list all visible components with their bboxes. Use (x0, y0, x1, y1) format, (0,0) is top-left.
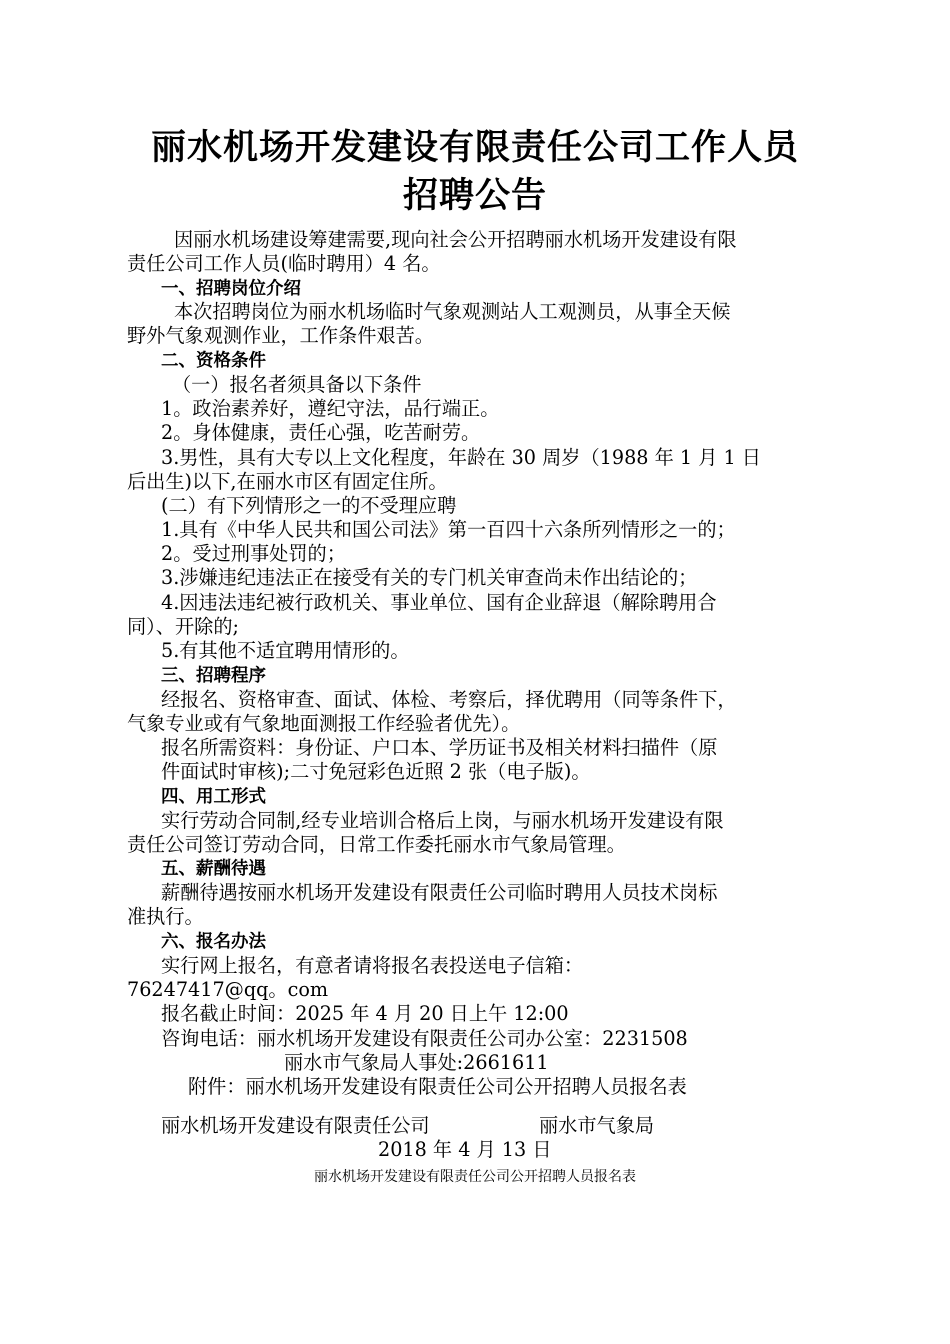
list-item: 5.有其他不适宜聘用情形的。 (161, 639, 410, 662)
attachment-note: 附件：丽水机场开发建设有限责任公司公开招聘人员报名表 (188, 1075, 687, 1098)
section-heading: 六、报名办法 (161, 932, 266, 952)
paragraph-text: 野外气象观测作业，工作条件艰苦。 (127, 324, 434, 347)
paragraph-text: 经报名、资格审查、面试、体检、考察后，择优聘用（同等条件下， (161, 688, 737, 711)
paragraph-text: 件面试时审核);二寸免冠彩色近照 2 张（电子版)。 (161, 760, 591, 783)
paragraph-text: 本次招聘岗位为丽水机场临时气象观测站人工观测员，从事全天候 (174, 300, 731, 323)
deadline-text: 报名截止时间：2025 年 4 月 20 日上午 12:00 (161, 1002, 569, 1025)
paragraph-text: 实行网上报名，有意者请将报名表投送电子信箱： (161, 954, 584, 977)
paragraph-text: 责任公司签订劳动合同，日常工作委托丽水市气象局管理。 (127, 833, 626, 856)
list-item: 4.因违法违纪被行政机关、事业单位、国有企业辞退（解除聘用合 (161, 591, 717, 614)
section-heading: 五、薪酬待遇 (161, 859, 266, 879)
paragraph-text: 薪酬待遇按丽水机场开发建设有限责任公司临时聘用人员技术岗标 (161, 881, 718, 904)
section-heading: 一、招聘岗位介绍 (161, 279, 301, 299)
signature-org: 丽水机场开发建设有限责任公司 (161, 1114, 430, 1137)
list-item: 3.男性，具有大专以上文化程度，年龄在 30 周岁（1988 年 1 月 1 日 (161, 446, 761, 469)
document-title-line2: 招聘公告 (402, 175, 547, 216)
list-item: 后出生)以下,在丽水市区有固定住所。 (127, 470, 448, 493)
paragraph-text: 实行劳动合同制,经专业培训合格后上岗，与丽水机场开发建设有限 (161, 809, 724, 832)
signature-date: 2018 年 4 月 13 日 (378, 1138, 552, 1161)
list-item: 1.具有《中华人民共和国公司法》第一百四十六条所列情形之一的； (161, 518, 736, 541)
list-item: 同）、开除的; (127, 615, 239, 638)
contact-phone: 咨询电话：丽水机场开发建设有限责任公司办公室：2231508 (161, 1027, 688, 1050)
footer-form-title: 丽水机场开发建设有限责任公司公开招聘人员报名表 (314, 1169, 636, 1185)
intro-text: 因丽水机场建设筹建需要,现向社会公开招聘丽水机场开发建设有限 (174, 228, 737, 251)
paragraph-text: 气象专业或有气象地面测报工作经验者优先）。 (127, 712, 521, 735)
signature-org: 丽水市气象局 (539, 1114, 655, 1137)
document-title-line1: 丽水机场开发建设有限责任公司工作人员 (150, 127, 799, 168)
list-item: 2。受过刑事处罚的； (161, 542, 346, 565)
list-item: 2。身体健康，责任心强，吃苦耐劳。 (161, 421, 481, 444)
list-item: 1。政治素养好，遵纪守法，品行端正。 (161, 397, 500, 420)
paragraph-text: 准执行。 (127, 905, 204, 928)
contact-phone: 丽水市气象局人事处:2661611 (284, 1051, 549, 1074)
subheading-text: （一）报名者须具备以下条件 (172, 373, 422, 396)
email-address: 76247417@qq。com (127, 978, 329, 1001)
list-item: 3.涉嫌违纪违法正在接受有关的专门机关审查尚未作出结论的； (161, 566, 698, 589)
section-heading: 二、资格条件 (161, 351, 266, 371)
section-heading: 四、用工形式 (161, 787, 266, 807)
section-heading: 三、招聘程序 (161, 666, 266, 686)
paragraph-text: 报名所需资料：身份证、户口本、学历证书及相关材料扫描件（原 (161, 736, 718, 759)
intro-text: 责任公司工作人员(临时聘用）4 名。 (127, 252, 441, 275)
subheading-text: (二）有下列情形之一的不受理应聘 (161, 494, 457, 517)
